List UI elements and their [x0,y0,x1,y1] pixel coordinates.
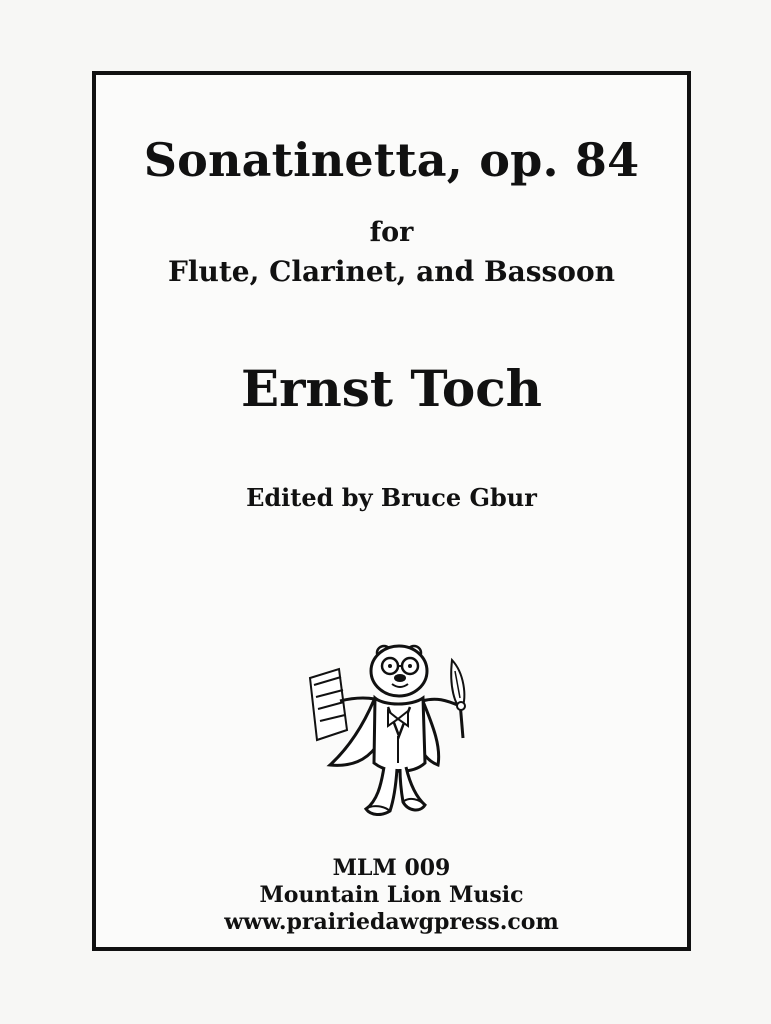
bear-head-icon [371,646,427,696]
sheet-music-icon [310,669,347,740]
bear-conductor-icon [302,635,477,825]
quill-icon [451,660,464,738]
publisher-name: Mountain Lion Music [259,882,524,908]
for-label: for [369,217,414,248]
catalog-number: MLM 009 [332,855,451,881]
instrumentation: Flute, Clarinet, and Bassoon [167,255,616,288]
publisher-website: www.prairiedawgpress.com [224,909,559,935]
composer-name: Ernst Toch [240,359,543,418]
editor-credit: Edited by Bruce Gbur [246,483,537,512]
cover-frame [92,71,691,951]
page-title: Sonatinetta, op. 84 [143,133,640,187]
